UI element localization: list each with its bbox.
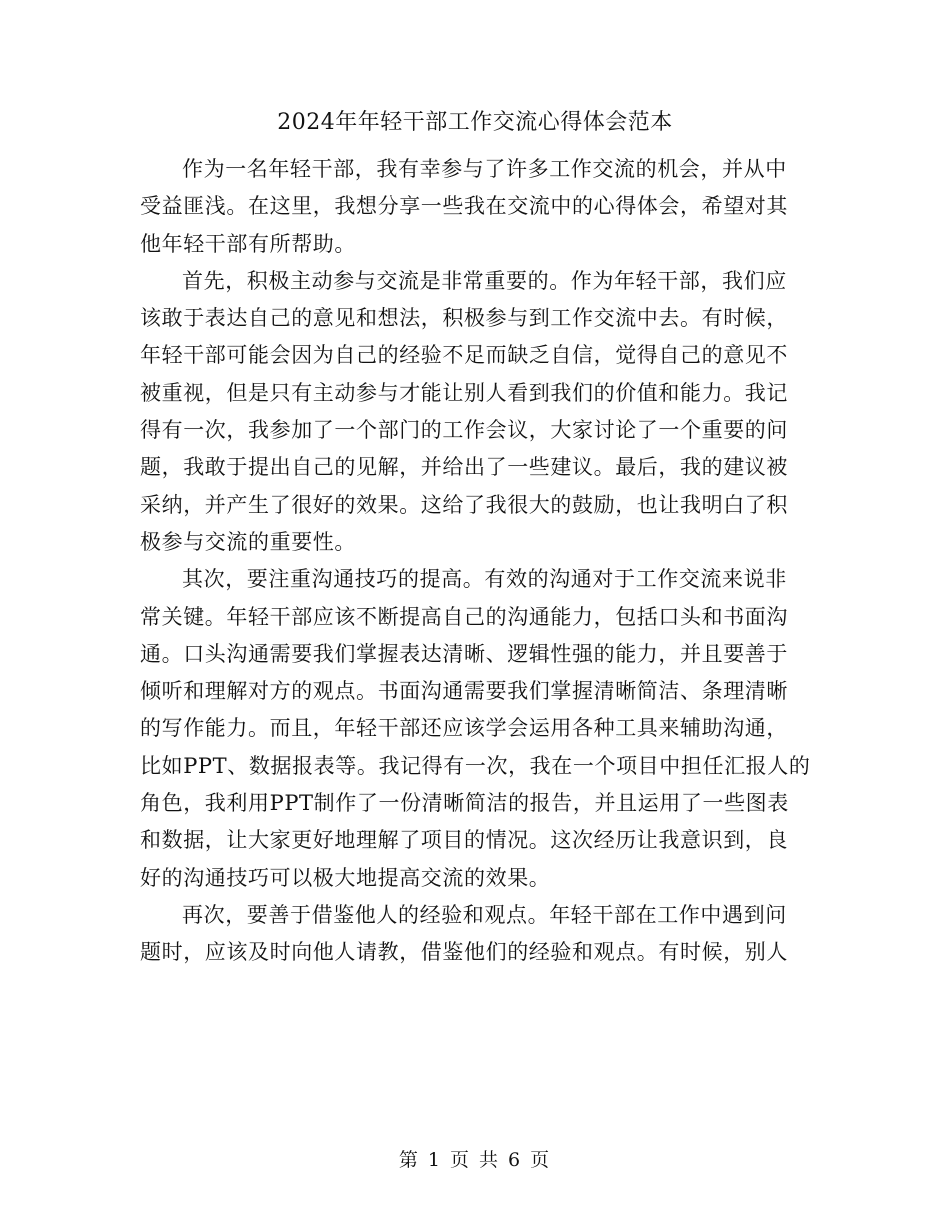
paragraph-line: 极参与交流的重要性。	[140, 529, 356, 554]
paragraph-line: 他年轻干部有所帮助。	[140, 231, 356, 256]
paragraph-line: 的写作能力。而且，年轻干部还应该学会运用各种工具来辅助沟通，	[140, 716, 788, 741]
paragraph-line: 比如PPT、数据报表等。我记得有一次，我在一个项目中担任汇报人的	[140, 753, 811, 778]
paragraph-line: 题，我敢于提出自己的见解，并给出了一些建议。最后，我的建议被	[140, 455, 788, 480]
paragraph-line: 再次，要善于借鉴他人的经验和观点。年轻干部在工作中遇到问	[182, 902, 787, 927]
paragraph-line: 倾听和理解对方的观点。书面沟通需要我们掌握清晰简洁、条理清晰	[140, 679, 788, 704]
paragraph-line: 题时，应该及时向他人请教，借鉴他们的经验和观点。有时候，别人	[140, 940, 788, 965]
document-title: 2024年年轻干部工作交流心得体会范本	[277, 110, 673, 135]
paragraph-line: 好的沟通技巧可以极大地提高交流的效果。	[140, 865, 551, 890]
paragraph-line: 年轻干部可能会因为自己的经验不足而缺乏自信，觉得自己的意见不	[140, 343, 788, 368]
paragraph-line: 作为一名年轻干部，我有幸参与了许多工作交流的机会，并从中	[182, 157, 787, 181]
paragraph-line: 和数据，让大家更好地理解了项目的情况。这次经历让我意识到，良	[140, 828, 788, 853]
paragraph-4	[140, 897, 812, 972]
paragraph-line: 其次，要注重沟通技巧的提高。有效的沟通对于工作交流来说非	[182, 567, 787, 592]
paragraph-line: 受益匪浅。在这里，我想分享一些我在交流中的心得体会，希望对其	[140, 194, 788, 219]
paragraph-line: 首先，积极主动参与交流是非常重要的。作为年轻干部，我们应	[182, 268, 787, 293]
paragraph-line: 采纳，并产生了很好的效果。这给了我很大的鼓励，也让我明白了积	[140, 492, 788, 517]
paragraph-line: 通。口头沟通需要我们掌握表达清晰、逻辑性强的能力，并且要善于	[140, 641, 788, 666]
page-number-footer: 第 1 页 共 6 页	[398, 1149, 552, 1171]
paragraph-1	[140, 151, 812, 263]
paragraph-3	[140, 561, 812, 897]
paragraph-line: 被重视，但是只有主动参与才能让别人看到我们的价值和能力。我记	[140, 380, 788, 405]
document-body	[140, 151, 812, 972]
paragraph-2	[140, 263, 812, 561]
paragraph-line: 常关键。年轻干部应该不断提高自己的沟通能力，包括口头和书面沟	[140, 604, 788, 629]
paragraph-line: 得有一次，我参加了一个部门的工作会议，大家讨论了一个重要的问	[140, 418, 788, 443]
paragraph-line: 角色，我利用PPT制作了一份清晰简洁的报告，并且运用了一些图表	[140, 791, 789, 816]
paragraph-line: 该敢于表达自己的意见和想法，积极参与到工作交流中去。有时候，	[140, 306, 788, 331]
